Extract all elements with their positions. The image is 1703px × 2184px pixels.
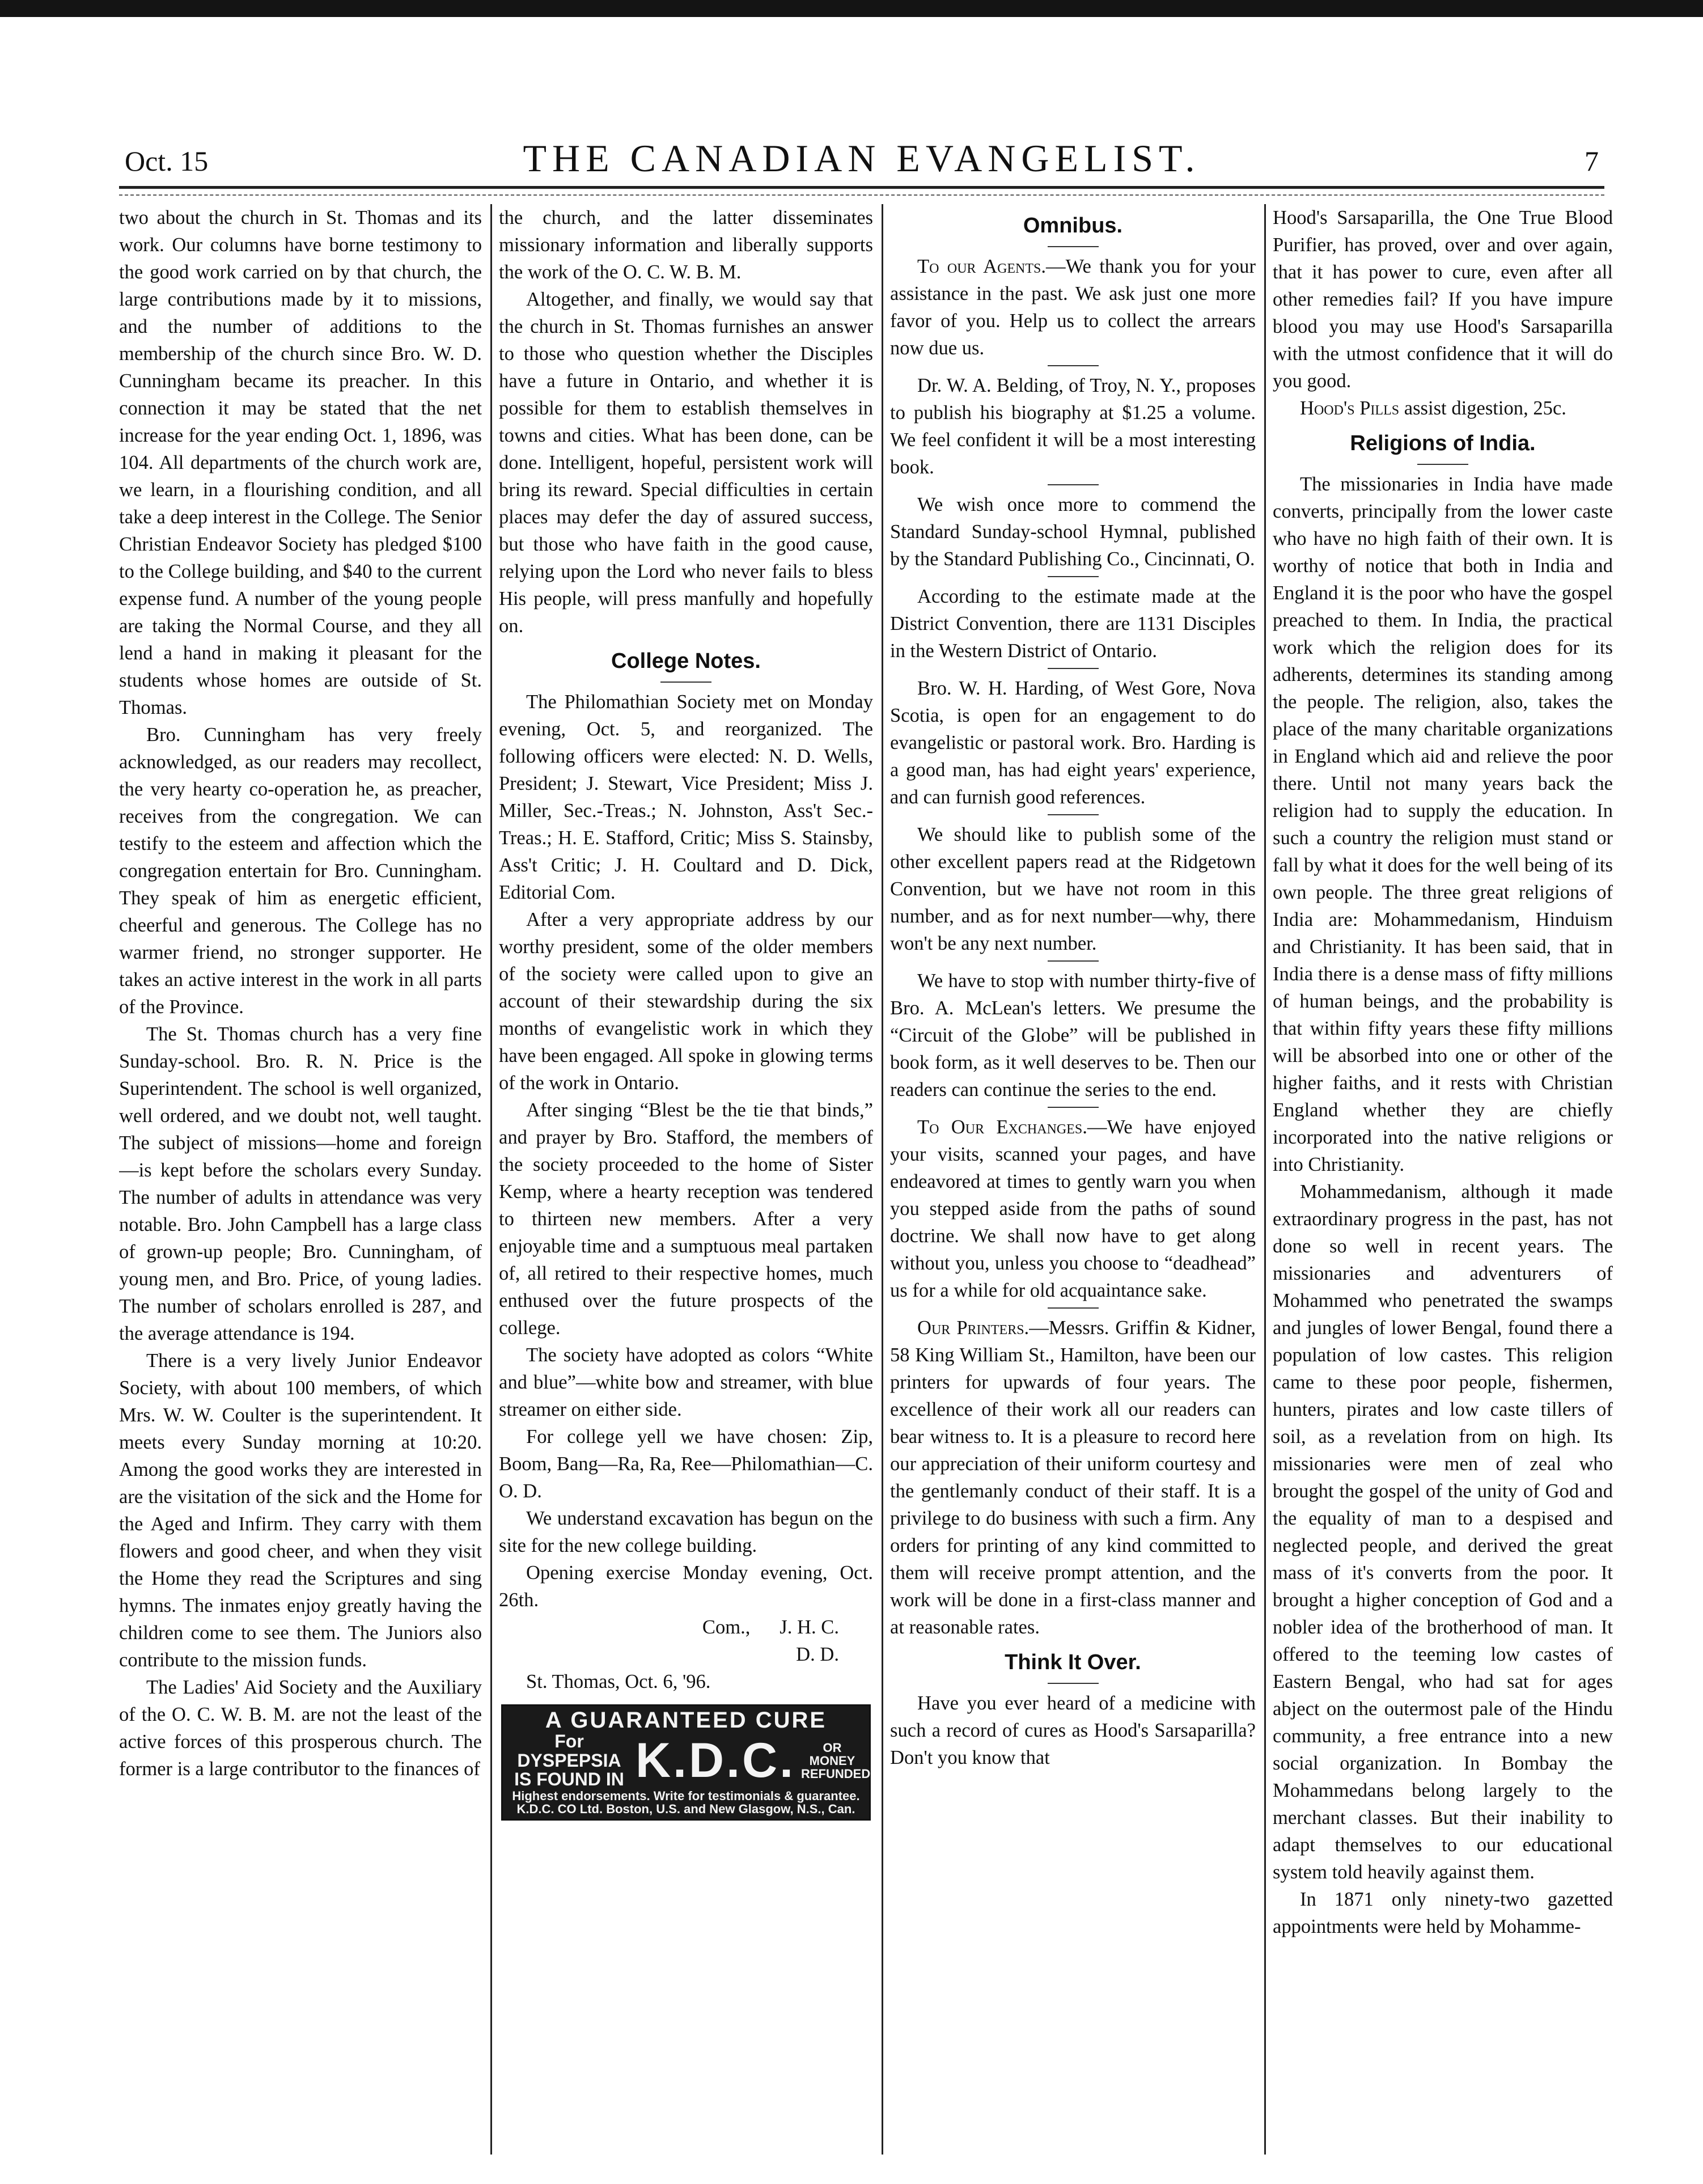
section-divider [1417, 464, 1468, 465]
article-paragraph: According to the estimate made at the District Convention, there are 1131 Disciples in the Western District of Ontario. [890, 586, 1256, 662]
college-notes-heading: College Notes. [611, 649, 761, 673]
ad-for-text: For DYSPEPSIA [517, 1731, 621, 1771]
article-paragraph: Have you ever heard of a medicine with such a record of cures as Hood's Sarsaparilla? Don't you know that [890, 1692, 1256, 1768]
column-rule-1 [490, 204, 492, 2155]
paragraph-lead: Our Printers. [917, 1317, 1030, 1339]
article-paragraph: Hood's Sarsaparilla, the One True Blood Purifier, has proved, over and over again, that it has power to cure, even after all other remedies fail? If you have impure blood you may use Hood's Sarsaparilla with the utmost confidence that it will do you good. [1273, 207, 1613, 392]
article-paragraph: The Ladies' Aid Society and the Auxiliary of the O. C. W. B. M. are not the least of the active forces of this prosperous church. The former is a large contributor to the finances of [119, 1677, 482, 1780]
column-1 [119, 204, 482, 2155]
paragraph-text: assist digestion, 25c. [1399, 397, 1566, 419]
item-divider [1048, 668, 1099, 669]
ad-headline: A GUARANTEED CURE [545, 1708, 827, 1733]
article-paragraph: Altogether, and finally, we would say that the church in St. Thomas furnishes an answer to those who question whether the Disciples have a future in Ontario, and whether it is possible for them to establish themselves in towns and cities. What has been done, can be done. Intelligent, hopeful, persistent work will bring its reward. Special difficulties in certain places may defer the day of assured success, but those who have faith in the good cause, relying upon the Lord who never fails to bless His people, will press manfully and hopefully on. [499, 289, 873, 637]
column-3 [890, 204, 1256, 2155]
header-dashed-rule [119, 194, 1604, 196]
page-header [125, 133, 1599, 184]
ad-company-text: K.D.C. CO Ltd. Boston, U.S. and New Glasgow, N.S., Can. [516, 1801, 855, 1816]
paragraph-lead: To Our Exchanges. [917, 1116, 1087, 1138]
article-paragraph: We should like to publish some of the other excellent papers read at the Ridgetown Convention, but we have not room in this number, and as for next number—why, there won't be any next number. [890, 824, 1256, 954]
page-number: 7 [1585, 145, 1599, 177]
article-paragraph: Dr. W. A. Belding, of Troy, N. Y., proposes to publish his biography at $1.25 a volume. We feel confident it will be a most interesting book. [890, 375, 1256, 478]
article-paragraph: In 1871 only ninety-two gazetted appointments were held by Mohamme- [1273, 1889, 1613, 1937]
ad-left-block [509, 1732, 630, 1789]
column-2 [499, 204, 873, 2155]
article-paragraph: The society have adopted as colors “White and blue”—white bow and streamer, with blue streamer on either side. [499, 1344, 873, 1420]
article-paragraph [1273, 395, 1613, 422]
article-paragraph [890, 1114, 1256, 1304]
think-it-over-heading: Think It Over. [1005, 1650, 1141, 1674]
article-paragraph: We have to stop with number thirty-five of Bro. A. McLean's letters. We presume the “Circuit of the Globe” will be published in book form, as it well deserves to be. Then our readers can continue the series to the end. [890, 970, 1256, 1101]
item-divider [1048, 1307, 1099, 1309]
item-divider [1048, 484, 1099, 485]
dateline: St. Thomas, Oct. 6, '96. [526, 1671, 711, 1692]
ad-found-text: IS FOUND IN [514, 1769, 624, 1790]
column-rule-2 [882, 204, 883, 2155]
paragraph-text: —We have enjoyed your visits, scanned your pages, and have endeavored at times to gently warn you when you stepped aside from the paths of sound doctrine. We shall now have to get along without you, unless you choose to “deadhead” us for a while for old acquaintance sake. [890, 1116, 1256, 1301]
article-paragraph: Opening exercise Monday evening, Oct. 26th. [499, 1562, 873, 1611]
item-divider [1048, 365, 1099, 366]
newspaper-title: THE CANADIAN EVANGELIST. [523, 137, 1201, 180]
article-paragraph: The Philomathian Society met on Monday evening, Oct. 5, and reorganized. The following officers were elected: N. D. Wells, President; J. Stewart, Vice President; Miss J. Miller, Sec.-Treas.; N. Johnston, Ass't Sec.-Treas.; H. E. Stafford, Critic; Miss S. Stainsby, Ass't Critic; J. H. Coultard and D. Dick, Editorial Com. [499, 691, 873, 903]
top-border-bar [0, 0, 1703, 17]
article-paragraph: After a very appropriate address by our worthy president, some of the older members of the society were called upon to give an account of their stewardship during the six months of evangelistic work in which they have been engaged. All spoke in glowing terms of the work in Ontario. [499, 909, 873, 1094]
ad-money-text: OR MONEY REFUNDED [801, 1740, 871, 1781]
article-paragraph: There is a very lively Junior Endeavor Society, with about 100 members, of which Mrs. W. W. Coulter is the superintendent. It meets every Sunday morning at 10:20. Among the good works they are interested in are the visitation of the sick and the Home for the Aged and Infirm. They carry with them flowers and good cheer, and when they visit the Home they read the Scriptures and sing hymns. The inmates enjoy greatly having the children come to see them. The Juniors also contribute to the mission funds. [119, 1350, 482, 1671]
section-divider [660, 682, 711, 683]
paragraph-lead: Hood's Pills [1300, 397, 1400, 419]
article-paragraph [890, 253, 1256, 362]
issue-date: Oct. 15 [125, 145, 209, 177]
section-divider [1048, 246, 1099, 247]
kdc-advertisement [501, 1704, 871, 1821]
article-paragraph: Mohammedanism, although it made extraordinary progress in the past, has not done so well in recent years. The missionaries and adventurers of Mohammed who penetrated the swamps and jungles of lower Bengal, found there a population of low castes. This religion came to these poor people, fishermen, hunters, pirates and low caste tillers of soil, as a revelation from on high. Its missionaries were men of zeal who brought the gospel of the unity of God and the equality of man to a despised and neglected people, and derived the great mass of it's converts from the poor. It brought a higher conception of God and a nobler idea of the brotherhood of man. It offered to the teeming low castes of Eastern Bengal, who had sat for ages abject on the outermost pale of the Hindu community, a free entrance into a new social organization. In Bombay the Mohammedans belong largely to the merchant classes. But their inability to adapt themselves to our educational system told heavily against them. [1273, 1181, 1613, 1883]
article-paragraph [890, 1314, 1256, 1641]
item-divider [1048, 960, 1099, 962]
item-divider [1048, 814, 1099, 815]
paragraph-text: —We thank you for your assistance in the past. We ask just one more favor of you. Help us to collect the arrears now due us. [890, 256, 1256, 359]
article-paragraph: Bro. W. H. Harding, of West Gore, Nova Scotia, is open for an engagement to do evangelistic or pastoral work. Bro. Harding is a good man, has had eight years' experience, and can furnish good references. [890, 678, 1256, 808]
ad-brand-name: K.D.C. [636, 1733, 795, 1788]
column-4 [1273, 204, 1613, 2155]
article-paragraph: We understand excavation has begun on the site for the new college building. [499, 1508, 873, 1556]
article-paragraph: The missionaries in India have made converts, principally from the lower caste who have no high faith of their own. It is worthy of notice that both in India and England it is the poor who have the gospel preached to them. In India, the practical work which the religion does for its adherents, determines its standing among the people. The religion, also, takes the place of the many charitable organizations in England which aid and relieve the poor there. Until not many years back the religion had to supply the education. In such a country the religion must stand or fall by what it does for the well being of its own people. The three great religions of India are: Mohammedanism, Hinduism and Christianity. It has been said, that in India there is a dense mass of fifty millions of human beings, and the probability is that within fifty years these fifty millions will be absorbed into one or other of the higher faiths, and it rests with Christian England whether they are chiefly incorporated into the native religions or into Christianity. [1273, 473, 1613, 1175]
ad-brand-row [509, 1731, 871, 1790]
article-paragraph: For college yell we have chosen: Zip, Boom, Bang—Ra, Ra, Ree—Philomathian—C. O. D. [499, 1426, 873, 1502]
column-rule-3 [1264, 204, 1266, 2155]
article-paragraph: Bro. Cunningham has very freely acknowledged, as our readers may recollect, the very hearty co-operation he, as preacher, receives from the congregation. We can testify to the esteem and affection which the congregation entertain for Bro. Cunningham. They speak of him as energetic efficient, cheerful and generous. The College has no warmer friend, no stronger supporter. He takes an active interest in the work in all parts of the Province. [119, 724, 482, 1018]
paragraph-text: —Messrs. Griffin & Kidner, 58 King William St., Hamilton, have been our printers for upwards of four years. The excellence of their work all our readers can bear witness to. It is a pleasure to record here our appreciation of their uniform courtesy and the gentlemanly conduct of their staff. It is a privilege to do business with such a firm. Any orders for printing of any kind committed to them will receive prompt attention, and the work will be done in a first-class manner and at reasonable rates. [890, 1317, 1256, 1638]
item-divider [1048, 576, 1099, 577]
article-paragraph: After singing “Blest be the tie that binds,” and prayer by Bro. Stafford, the members of the society proceeded to the home of Sister Kemp, where a hearty reception was tendered to thirteen new members. After a very enjoyable time and a sumptuous meal partaken of, all retired to their respective homes, much enthused over the future prospects of the college. [499, 1099, 873, 1339]
signature-line: Com., J. H. C. [702, 1616, 839, 1638]
section-divider [1048, 1683, 1099, 1684]
article-paragraph: two about the church in St. Thomas and its work. Our columns have borne testimony to the good work carried on by that church, the large contributions made by it to missions, and the number of additions to the membership of the church since Bro. W. D. Cunningham became its preacher. In this connection it may be stated that the net increase for the year ending Oct. 1, 1896, was 104. All departments of the church work are, we learn, in a flourishing condition, and all take a deep interest in the College. The Senior Christian Endeavor Society has pledged $100 to the College building, and $40 to the current expense fund. A number of the young people are taking the Normal Course, and they all lend a hand in making it pleasant for the students whose homes are outside of St. Thomas. [119, 207, 482, 718]
article-paragraph: We wish once more to commend the Standard Sunday-school Hymnal, published by the Standard Publishing Co., Cincinnati, O. [890, 494, 1256, 570]
omnibus-heading: Omnibus. [1023, 214, 1123, 238]
paragraph-lead: To our Agents. [917, 256, 1047, 277]
item-divider [1048, 1107, 1099, 1108]
ad-endorsement-text: Highest endorsements. Write for testimonials & guarantee. [512, 1788, 860, 1803]
religions-of-india-heading: Religions of India. [1350, 431, 1536, 455]
article-paragraph: The St. Thomas church has a very fine Sunday-school. Bro. R. N. Price is the Superintendent. The school is well organized, well ordered, and we doubt not, well taught. The subject of missions—home and foreign—is kept before the scholars every Sunday. The number of adults in attendance was very notable. Bro. John Campbell has a large class of grown-up people; Bro. Cunningham, of young men, and Bro. Price, of young ladies. The number of scholars enrolled is 287, and the average attendance is 194. [119, 1023, 482, 1344]
header-rule [119, 186, 1604, 189]
article-paragraph: the church, and the latter disseminates missionary information and liberally supports the work of the O. C. W. B. M. [499, 207, 873, 283]
signature-line: D. D. [796, 1644, 839, 1665]
